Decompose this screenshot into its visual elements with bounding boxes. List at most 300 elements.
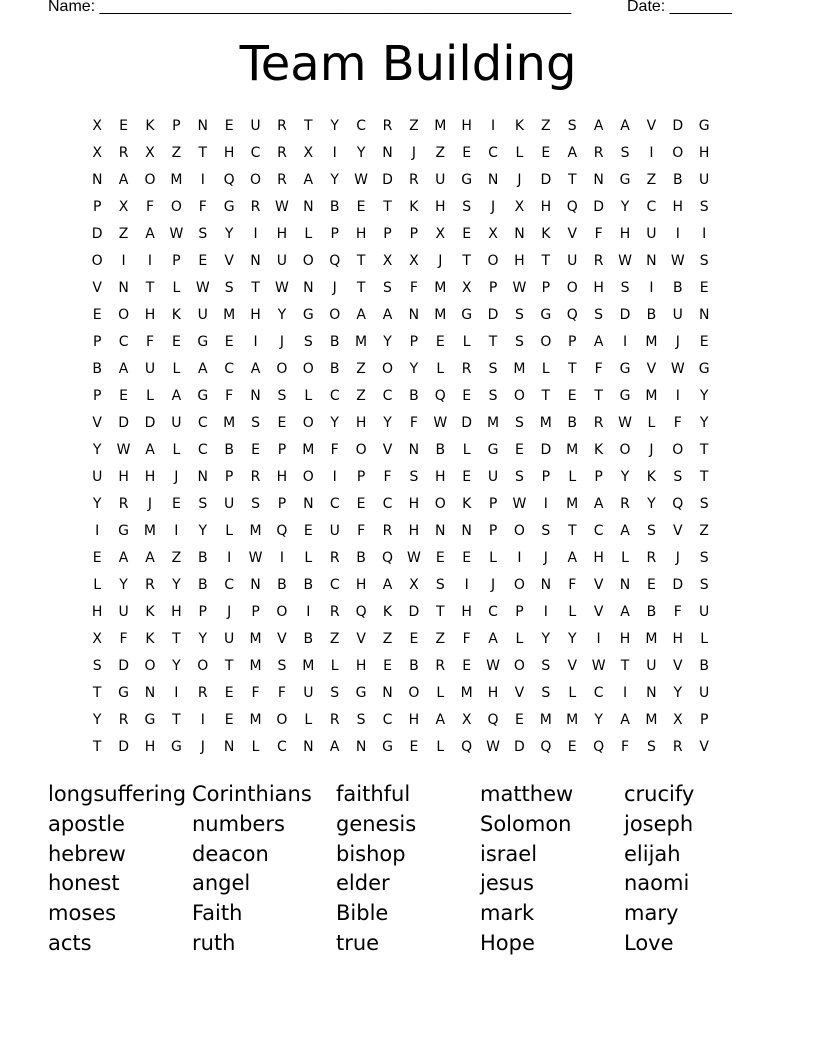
grid-letter: J [490, 199, 496, 215]
word-list-item: Bible [336, 901, 389, 926]
grid-letter: U [118, 604, 129, 620]
grid-letter: N [303, 496, 314, 512]
grid-letter: I [543, 496, 548, 512]
word-list-item: crucify [624, 782, 695, 806]
grid-letter: S [699, 577, 709, 593]
grid-letter: L [172, 361, 181, 377]
grid-letter: V [224, 253, 234, 269]
grid-letter: P [488, 523, 498, 539]
grid-letter: E [515, 442, 524, 458]
grid-letter: O [487, 253, 499, 269]
grid-letter: B [672, 172, 683, 188]
grid-letter: H [461, 118, 472, 134]
grid-letter: H [593, 550, 604, 566]
grid-letter: I [174, 685, 179, 701]
grid-letter: T [488, 334, 498, 350]
grid-letter: L [621, 550, 629, 566]
grid-letter: G [223, 199, 235, 215]
grid-letter: T [172, 712, 181, 728]
grid-letter: E [171, 334, 181, 350]
name-field-label: Name: _____________________________________________________ [48, 0, 572, 15]
grid-letter: S [198, 226, 208, 242]
grid-letter: B [435, 442, 446, 458]
grid-letter: E [462, 658, 472, 674]
grid-letter: A [145, 226, 155, 242]
grid-letter: H [619, 631, 631, 647]
grid-letter: T [251, 280, 260, 296]
grid-letter: O [276, 604, 288, 620]
grid-letter: B [329, 199, 340, 215]
grid-letter: U [699, 172, 710, 188]
grid-letter: K [594, 442, 604, 458]
grid-letter: E [462, 226, 472, 242]
grid-letter: P [356, 469, 366, 485]
grid-row [84, 491, 717, 518]
grid-letter: M [434, 307, 447, 323]
grid-letter: H [118, 469, 129, 485]
grid-letter: G [197, 334, 209, 350]
grid-letter: N [646, 685, 657, 701]
grid-letter: M [170, 172, 183, 188]
grid-letter: P [251, 604, 260, 620]
grid-letter: F [568, 577, 577, 593]
grid-letter: W [116, 442, 131, 458]
grid-letter: L [172, 442, 181, 458]
grid-letter: J [332, 280, 337, 296]
grid-letter: G [118, 685, 130, 701]
grid-letter: P [699, 712, 709, 728]
grid-letter: L [515, 145, 524, 161]
grid-letter: R [329, 604, 340, 620]
grid-letter: L [462, 442, 471, 458]
grid-letter: P [568, 334, 577, 350]
grid-letter: I [174, 523, 179, 539]
grid-letter: V [277, 631, 287, 647]
grid-letter: R [329, 550, 340, 566]
grid-letter: A [356, 307, 366, 323]
word-list-item: naomi [624, 871, 690, 896]
grid-letter: N [619, 577, 631, 593]
grid-letter: D [593, 199, 604, 215]
grid-letter: Y [699, 415, 709, 431]
grid-letter: E [409, 739, 419, 755]
grid-letter: O [540, 334, 552, 350]
grid-letter: R [118, 496, 129, 512]
grid-letter: S [409, 469, 419, 485]
grid-letter: M [460, 685, 473, 701]
grid-letter: X [92, 118, 102, 134]
grid-letter: S [594, 307, 604, 323]
grid-letter: J [200, 739, 205, 755]
word-list-item: true [336, 930, 380, 955]
grid-letter: Z [699, 523, 709, 539]
grid-row [84, 356, 717, 383]
grid-letter: Z [541, 118, 551, 134]
grid-letter: R [620, 496, 630, 512]
grid-letter: H [672, 199, 684, 215]
grid-letter: A [171, 388, 182, 404]
grid-letter: K [171, 307, 181, 323]
grid-letter: O [302, 469, 314, 485]
grid-letter: N [593, 172, 604, 188]
grid-letter: U [303, 685, 314, 701]
grid-letter: G [144, 712, 156, 728]
grid-letter: A [250, 361, 261, 377]
grid-letter: O [513, 523, 525, 539]
grid-letter: A [593, 334, 604, 350]
grid-letter: C [250, 145, 261, 161]
grid-letter: P [594, 469, 603, 485]
grid-letter: H [408, 712, 420, 728]
grid-letter: L [541, 361, 550, 377]
grid-letter: T [172, 631, 181, 647]
grid-letter: A [118, 550, 129, 566]
grid-letter: I [253, 334, 258, 350]
grid-letter: S [383, 280, 392, 296]
grid-letter: T [356, 253, 366, 269]
grid-letter: E [224, 334, 234, 350]
grid-letter: F [145, 334, 154, 350]
grid-letter: E [462, 145, 472, 161]
word-list-item: numbers [192, 811, 285, 836]
grid-letter: U [699, 604, 710, 620]
grid-letter: L [251, 739, 260, 755]
grid-letter: H [355, 658, 367, 674]
grid-letter: V [567, 226, 578, 242]
grid-letter: R [118, 712, 129, 728]
word-list-item: Love [624, 930, 674, 955]
grid-letter: M [645, 388, 658, 404]
word-list-item: Faith [192, 901, 243, 926]
grid-letter: V [646, 118, 657, 134]
grid-letter: M [249, 712, 262, 728]
grid-letter: O [434, 496, 446, 512]
grid-letter: Z [646, 172, 657, 188]
grid-letter: S [92, 658, 102, 674]
grid-letter: Z [329, 631, 340, 647]
grid-letter: N [303, 739, 314, 755]
grid-letter: H [514, 253, 525, 269]
word-list-item: ruth [192, 930, 236, 955]
grid-letter: H [223, 145, 235, 161]
grid-letter: V [593, 604, 604, 620]
grid-letter: Y [277, 307, 287, 323]
grid-letter: G [698, 361, 710, 377]
grid-letter: T [567, 361, 577, 377]
grid-letter: Z [409, 118, 419, 134]
grid-letter: G [170, 739, 182, 755]
grid-letter: S [541, 685, 551, 701]
grid-letter: V [514, 685, 525, 701]
word-list-item: elder [336, 871, 390, 896]
word-search-grid [84, 113, 717, 761]
grid-letter: B [277, 577, 287, 593]
grid-letter: G [698, 118, 710, 134]
grid-letter: S [620, 280, 630, 296]
grid-letter: A [593, 496, 604, 512]
grid-letter: H [276, 469, 288, 485]
grid-letter: A [620, 523, 630, 539]
grid-letter: S [303, 334, 313, 350]
grid-letter: O [329, 307, 341, 323]
grid-letter: H [355, 415, 367, 431]
grid-letter: W [248, 550, 263, 566]
grid-letter: J [279, 334, 284, 350]
grid-letter: G [461, 307, 473, 323]
grid-letter: A [382, 307, 393, 323]
grid-letter: S [646, 739, 656, 755]
grid-letter: X [488, 226, 498, 242]
grid-letter: Y [541, 631, 551, 647]
grid-letter: U [276, 253, 288, 269]
grid-letter: K [541, 226, 551, 242]
grid-letter: C [224, 361, 235, 377]
grid-letter: W [618, 253, 632, 269]
grid-row [84, 707, 717, 734]
grid-letter: I [596, 631, 601, 647]
grid-letter: M [143, 523, 157, 539]
grid-letter: H [144, 307, 156, 323]
grid-letter: R [145, 577, 155, 593]
grid-letter: R [277, 145, 287, 161]
grid-letter: A [329, 739, 340, 755]
grid-letter: G [197, 388, 209, 404]
word-list-item: genesis [336, 811, 417, 836]
grid-letter: Q [672, 496, 684, 512]
word-list-item: apostle [48, 811, 125, 836]
grid-letter: Q [593, 739, 605, 755]
grid-letter: B [303, 577, 314, 593]
grid-letter: C [118, 334, 129, 350]
grid-letter: Q [566, 199, 578, 215]
grid-letter: I [517, 550, 522, 566]
page-title: Team Building [239, 36, 577, 92]
grid-letter: S [515, 415, 524, 431]
grid-letter: M [645, 334, 658, 350]
grid-letter: O [250, 172, 262, 188]
word-list-item: matthew [480, 782, 574, 806]
grid-letter: B [303, 631, 314, 647]
grid-letter: L [304, 226, 313, 242]
grid-letter: M [566, 496, 579, 512]
grid-letter: Z [435, 631, 446, 647]
grid-letter: T [92, 739, 102, 755]
grid-letter: P [409, 226, 419, 242]
grid-letter: H [619, 226, 631, 242]
grid-letter: G [619, 388, 631, 404]
grid-letter: M [302, 442, 315, 458]
grid-letter: X [514, 199, 525, 215]
grid-letter: P [198, 604, 207, 620]
grid-letter: Q [381, 550, 393, 566]
grid-letter: Y [198, 523, 208, 539]
grid-letter: E [699, 280, 709, 296]
grid-letter: Y [620, 469, 630, 485]
grid-letter: F [409, 415, 418, 431]
grid-letter: V [699, 739, 709, 755]
grid-letter: G [619, 172, 631, 188]
grid-letter: N [514, 226, 525, 242]
grid-letter: J [411, 145, 416, 161]
grid-letter: D [619, 307, 631, 323]
grid-letter: A [145, 550, 155, 566]
grid-letter: U [92, 469, 103, 485]
grid-letter: R [197, 685, 208, 701]
grid-letter: M [645, 712, 658, 728]
grid-letter: L [304, 550, 313, 566]
grid-letter: M [302, 658, 315, 674]
grid-letter: L [489, 550, 497, 566]
grid-letter: I [649, 280, 654, 296]
grid-letter: U [224, 496, 235, 512]
grid-letter: E [541, 145, 551, 161]
grid-letter: B [646, 307, 657, 323]
grid-letter: I [121, 253, 126, 269]
grid-letter: I [95, 523, 100, 539]
word-list-item: mary [624, 901, 679, 926]
grid-letter: R [461, 361, 472, 377]
grid-letter: Z [382, 631, 393, 647]
grid-letter: S [224, 280, 234, 296]
grid-letter: T [198, 145, 208, 161]
grid-letter: Y [92, 712, 102, 728]
grid-letter: U [171, 415, 182, 431]
grid-letter: E [409, 631, 419, 647]
grid-letter: H [355, 226, 367, 242]
grid-letter: T [435, 604, 445, 620]
grid-letter: P [92, 334, 102, 350]
grid-letter: J [517, 172, 522, 188]
grid-letter: Q [540, 739, 552, 755]
grid-letter: Y [620, 199, 630, 215]
grid-letter: P [172, 118, 181, 134]
grid-letter: Z [118, 226, 129, 242]
grid-letter: N [540, 577, 552, 593]
grid-letter: U [224, 631, 235, 647]
grid-letter: F [620, 739, 630, 755]
grid-letter: O [513, 388, 525, 404]
grid-letter: I [464, 577, 469, 593]
grid-letter: F [594, 226, 603, 242]
word-list-item: longsuffering [48, 782, 187, 806]
grid-letter: O [302, 415, 314, 431]
grid-letter: N [91, 172, 103, 188]
grid-letter: N [197, 469, 208, 485]
grid-letter: T [620, 658, 630, 674]
grid-letter: I [279, 550, 284, 566]
grid-letter: Y [699, 388, 709, 404]
grid-letter: V [646, 361, 657, 377]
grid-letter: L [304, 712, 313, 728]
grid-letter: Y [409, 361, 419, 377]
grid-letter: K [646, 469, 656, 485]
grid-letter: N [408, 307, 420, 323]
grid-letter: U [646, 658, 657, 674]
grid-letter: B [699, 658, 709, 674]
grid-letter: I [490, 118, 496, 134]
grid-letter: Y [92, 442, 102, 458]
grid-letter: P [224, 469, 234, 485]
grid-letter: I [332, 469, 337, 485]
grid-letter: S [277, 658, 287, 674]
grid-letter: P [488, 280, 498, 296]
grid-letter: Y [92, 496, 102, 512]
grid-letter: S [541, 523, 551, 539]
grid-letter: E [462, 550, 472, 566]
grid-letter: Y [198, 631, 208, 647]
grid-letter: Y [594, 712, 603, 728]
grid-letter: W [618, 415, 632, 431]
grid-letter: S [198, 496, 208, 512]
grid-letter: S [515, 334, 524, 350]
grid-letter: S [488, 388, 498, 404]
grid-letter: R [118, 145, 129, 161]
grid-letter: V [673, 658, 683, 674]
grid-letter: E [567, 739, 577, 755]
grid-letter: U [197, 307, 208, 323]
grid-letter: V [593, 577, 604, 593]
grid-letter: L [462, 334, 471, 350]
grid-letter: W [512, 496, 527, 512]
grid-letter: H [144, 469, 156, 485]
grid-letter: O [302, 253, 314, 269]
grid-letter: U [646, 226, 657, 242]
grid-letter: D [118, 415, 129, 431]
grid-letter: U [329, 523, 340, 539]
grid-letter: D [382, 172, 393, 188]
grid-letter: T [567, 523, 577, 539]
grid-letter: R [382, 523, 393, 539]
grid-letter: X [672, 712, 683, 728]
grid-letter: Y [383, 334, 392, 350]
grid-letter: D [144, 415, 156, 431]
grid-letter: O [513, 577, 525, 593]
grid-letter: E [198, 253, 208, 269]
grid-letter: C [356, 118, 366, 134]
grid-letter: S [567, 118, 577, 134]
grid-letter: C [488, 145, 498, 161]
grid-letter: A [620, 712, 630, 728]
grid-letter: R [593, 145, 604, 161]
grid-letter: I [649, 145, 654, 161]
grid-letter: H [461, 604, 472, 620]
grid-letter: M [223, 415, 236, 431]
grid-letter: Y [172, 658, 181, 674]
grid-letter: S [699, 496, 709, 512]
grid-letter: U [567, 253, 578, 269]
grid-letter: E [462, 469, 472, 485]
grid-letter: B [672, 280, 683, 296]
grid-letter: W [591, 658, 606, 674]
grid-letter: E [171, 496, 181, 512]
grid-letter: L [225, 523, 234, 539]
grid-letter: X [145, 145, 155, 161]
grid-letter: M [434, 118, 447, 134]
grid-letter: W [406, 550, 421, 566]
grid-letter: N [303, 280, 314, 296]
grid-row [84, 545, 717, 572]
grid-letter: N [250, 388, 261, 404]
grid-letter: U [487, 469, 499, 485]
grid-letter: L [436, 739, 445, 755]
grid-letter: F [225, 388, 234, 404]
grid-letter: M [566, 442, 579, 458]
grid-row [84, 167, 717, 194]
grid-letter: F [673, 604, 682, 620]
grid-letter: J [227, 604, 232, 620]
grid-letter: L [330, 658, 339, 674]
grid-letter: R [382, 118, 393, 134]
